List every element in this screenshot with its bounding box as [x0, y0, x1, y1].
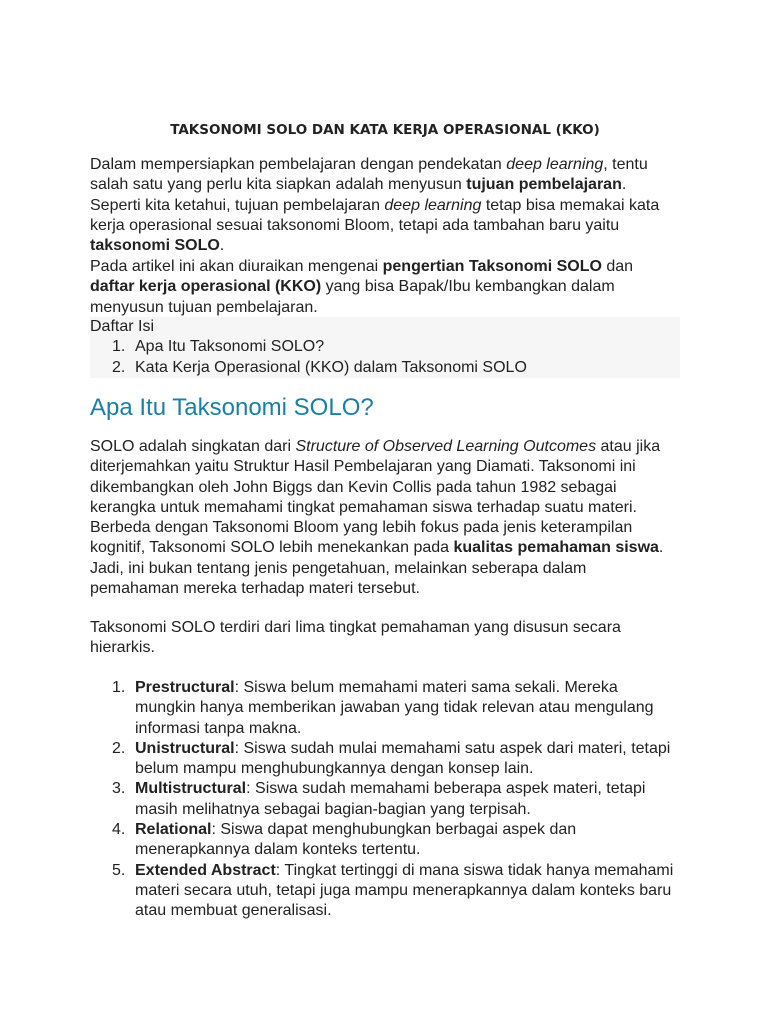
list-item [90, 820, 680, 861]
level-name: Extended Abstract [135, 861, 276, 879]
section-heading: Apa Itu Taksonomi SOLO? [90, 394, 374, 421]
toc-list [90, 337, 680, 378]
level-description: : Tingkat tertinggi di mana siswa tidak hanya memahami materi secara utuh, tetapi juga mampu menerapkannya dalam konteks baru atau membuat generalisasi. [135, 861, 674, 920]
intro-text-3: , tentu salah satu yang perlu kita siapkan adalah menyusun [90, 156, 648, 194]
level-name: Relational [135, 821, 212, 839]
intro-italic-deep-learning: deep learning [506, 156, 604, 173]
level-name: Prestructural [135, 679, 235, 696]
document-title: TAKSONOMI SOLO DAN KATA KERJA OPERASIONAL (KKO) [170, 122, 600, 138]
article-bold-pengertian: pengertian Taksonomi SOLO [382, 258, 602, 275]
intro-text-9: . [219, 237, 225, 255]
list-item [90, 861, 680, 922]
toc-item-link[interactable]: Kata Kerja Operasional (KKO) dalam Taksonomi SOLO [135, 358, 527, 376]
solo-bold-kualitas: kualitas pemahaman siswa [453, 539, 659, 557]
toc-item-number: 1. [112, 338, 126, 356]
article-bold-kko: daftar kerja operasional (KKO) [90, 278, 322, 296]
toc-item-link[interactable]: Apa Itu Taksonomi SOLO? [135, 338, 325, 356]
list-item-number: 3. [112, 780, 126, 798]
solo-paragraph [90, 437, 670, 599]
solo-text-1: SOLO adalah singkatan dari [90, 438, 296, 455]
level-name: Multistructural [135, 780, 247, 798]
solo-italic-acronym: Structure of Observed Learning Outcomes [295, 438, 597, 455]
solo-text-3: atau jika diterjemahkan yaitu Struktur Hasil Pembelajaran yang Diamati. Taksonomi ini dikembangkan oleh John Biggs dan Kevin Collis pada tahun 1982 sebagai kerangka untuk memahami tingkat pemahaman siswa terhadap suatu materi. Berbeda dengan Taksonomi Bloom yang lebih fokus pada jenis keterampilan kognitif, Taksonomi SOLO lebih menekankan pada [90, 438, 661, 557]
level-description: : Siswa sudah memahami beberapa aspek materi, tetapi masih melihatnya sebagai bagian-bagian yang terpisah. [135, 780, 646, 818]
toc-item[interactable] [90, 358, 680, 378]
solo-text-5: . Jadi, ini bukan tentang jenis pengetahuan, melainkan seberapa dalam pemahaman mereka terhadap materi tersebut. [90, 539, 664, 598]
solo-levels-list [90, 678, 680, 922]
levels-intro-paragraph: Taksonomi SOLO terdiri dari lima tingkat pemahaman yang disusun secara hierarkis. [90, 619, 621, 657]
list-item [90, 779, 680, 820]
article-text-1: Pada artikel ini akan diuraikan mengenai [90, 258, 383, 275]
level-name: Unistructural [135, 739, 235, 757]
list-item-number: 2. [112, 739, 126, 757]
list-item [90, 739, 680, 780]
intro-bold-tujuan: tujuan pembelajaran [466, 176, 622, 194]
level-description: : Siswa sudah mulai memahami satu aspek dari materi, tetapi belum mampu menghubungkannya dengan konsep lain. [135, 739, 671, 778]
article-text-5: yang bisa Bapak/Ibu kembangkan dalam menyusun tujuan pembelajaran. [90, 278, 615, 316]
intro-bold-solo: taksonomi SOLO [90, 237, 220, 255]
toc-item[interactable] [90, 337, 680, 357]
list-item [90, 678, 680, 739]
article-paragraph [90, 257, 680, 318]
intro-italic-deep-learning-2: deep learning [384, 196, 482, 214]
intro-paragraph [90, 155, 670, 256]
level-description: : Siswa dapat menghubungkan berbagai aspek dan menerapkannya dalam konteks tertentu. [135, 821, 577, 859]
intro-text-7: tetap bisa memakai kata kerja operasional sesuai taksonomi Bloom, tetapi ada tambahan baru yaitu [90, 196, 660, 234]
toc-label: Daftar Isi [90, 318, 155, 335]
toc-item-number: 2. [112, 358, 126, 376]
level-description: : Siswa belum memahami materi sama sekali. Mereka mungkin hanya memberikan jawaban yang tidak relevan atau mengulang informasi tanpa makna. [135, 679, 654, 737]
list-item-number: 5. [112, 861, 126, 879]
table-of-contents [90, 317, 680, 378]
intro-text-5: . Seperti kita ketahui, tujuan pembelajaran [90, 176, 627, 214]
intro-text-1: Dalam mempersiapkan pembelajaran dengan pendekatan [90, 156, 507, 173]
article-text-3: dan [601, 258, 634, 275]
list-item-number: 1. [112, 679, 126, 696]
list-item-number: 4. [112, 821, 126, 839]
